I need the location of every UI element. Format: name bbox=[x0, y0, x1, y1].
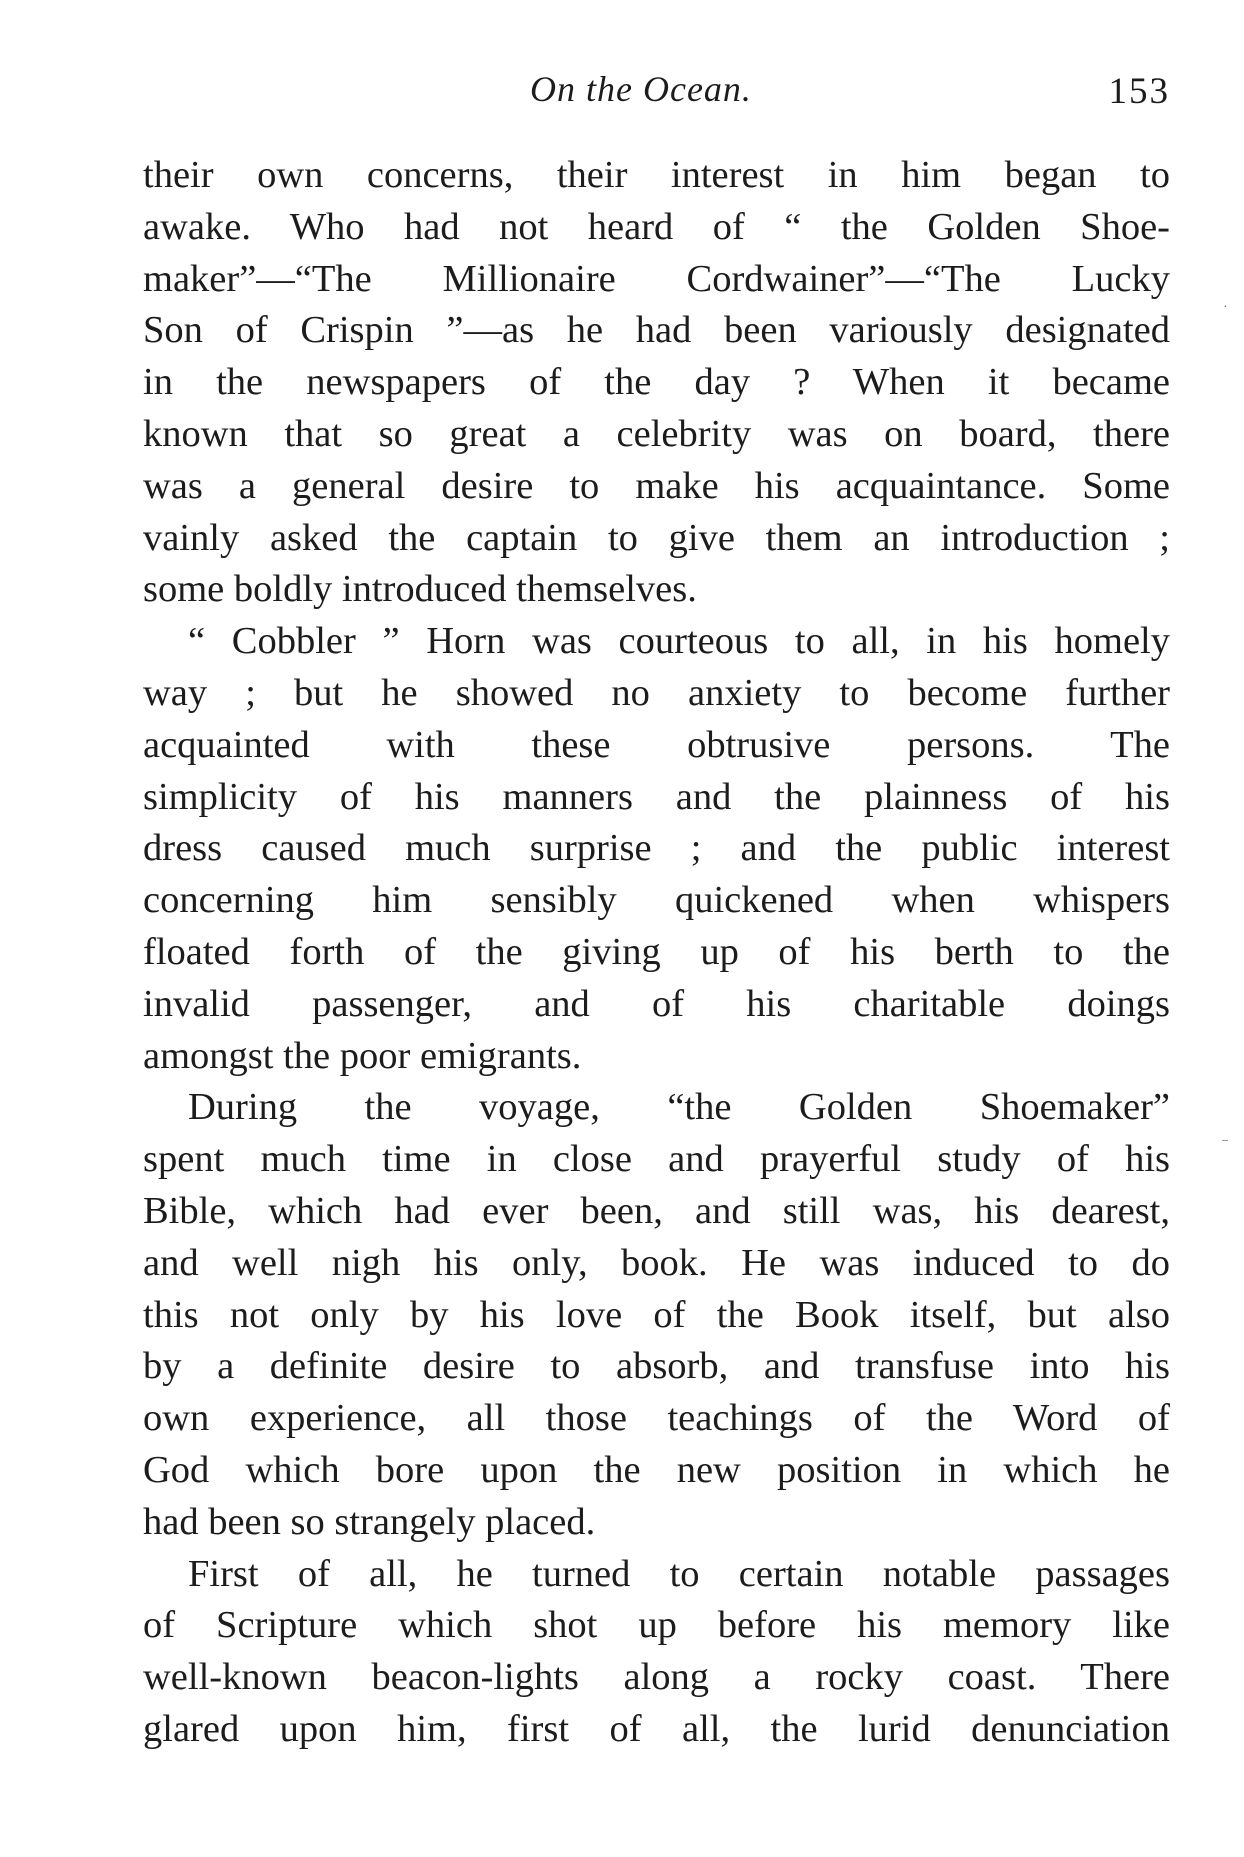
text-line: invalid passenger, and of his charitable doings bbox=[143, 982, 1170, 1025]
text-line: was a general desire to make his acquaintance. Some bbox=[143, 464, 1170, 507]
text-line: their own concerns, their interest in him began to bbox=[143, 154, 1170, 196]
text-line: Bible, which had ever been, and still was, his dearest, bbox=[143, 1189, 1170, 1232]
body-text bbox=[143, 150, 1170, 1756]
text-line: God which bore upon the new position in which he bbox=[143, 1448, 1170, 1491]
margin-speck: · bbox=[1223, 300, 1228, 315]
text-line: some boldly introduced themselves. bbox=[143, 568, 697, 611]
text-line: Son of Crispin ”—as he had been variously designated bbox=[143, 309, 1170, 352]
text-line: spent much time in close and prayerful study of his bbox=[143, 1138, 1170, 1181]
text-line: maker”—“The Millionaire Cordwainer”—“The Lucky bbox=[143, 257, 1170, 300]
text-line: way ; but he showed no anxiety to become further bbox=[143, 671, 1170, 714]
text-line: dress caused much surprise ; and the public interest bbox=[143, 827, 1170, 870]
text-line: in the newspapers of the day ? When it became bbox=[143, 361, 1170, 404]
text-line: simplicity of his manners and the plainness of his bbox=[143, 775, 1170, 818]
text-line: had been so strangely placed. bbox=[143, 1500, 596, 1543]
text-line: this not only by his love of the Book itself, but also bbox=[143, 1293, 1170, 1336]
text-line: concerning him sensibly quickened when whispers bbox=[143, 879, 1170, 922]
margin-tick bbox=[1222, 1140, 1228, 1141]
text-line: vainly asked the captain to give them an introduction ; bbox=[143, 516, 1170, 559]
text-line: awake. Who had not heard of “ the Golden Shoe- bbox=[143, 205, 1170, 248]
running-title: On the Ocean. bbox=[530, 69, 752, 109]
text-line: glared upon him, first of all, the lurid denunciation bbox=[143, 1707, 1170, 1750]
page-number: 153 bbox=[1108, 71, 1170, 112]
text-line: well-known beacon-lights along a rocky coast. There bbox=[143, 1656, 1170, 1699]
running-head bbox=[140, 68, 1170, 118]
text-line: by a definite desire to absorb, and transfuse into his bbox=[143, 1345, 1170, 1388]
text-line: First of all, he turned to certain notable passages bbox=[188, 1552, 1170, 1595]
text-line: During the voyage, “the Golden Shoemaker” bbox=[188, 1086, 1170, 1129]
text-line: of Scripture which shot up before his memory like bbox=[143, 1604, 1170, 1647]
text-line: known that so great a celebrity was on board, there bbox=[143, 412, 1170, 455]
text-line: amongst the poor emigrants. bbox=[143, 1034, 582, 1077]
text-line: “ Cobbler ” Horn was courteous to all, in his homely bbox=[188, 620, 1170, 663]
text-line: floated forth of the giving up of his berth to the bbox=[143, 930, 1170, 973]
text-line: acquainted with these obtrusive persons. The bbox=[143, 723, 1170, 766]
text-line: own experience, all those teachings of the Word of bbox=[143, 1397, 1170, 1440]
text-line: and well nigh his only, book. He was induced to do bbox=[143, 1241, 1170, 1284]
